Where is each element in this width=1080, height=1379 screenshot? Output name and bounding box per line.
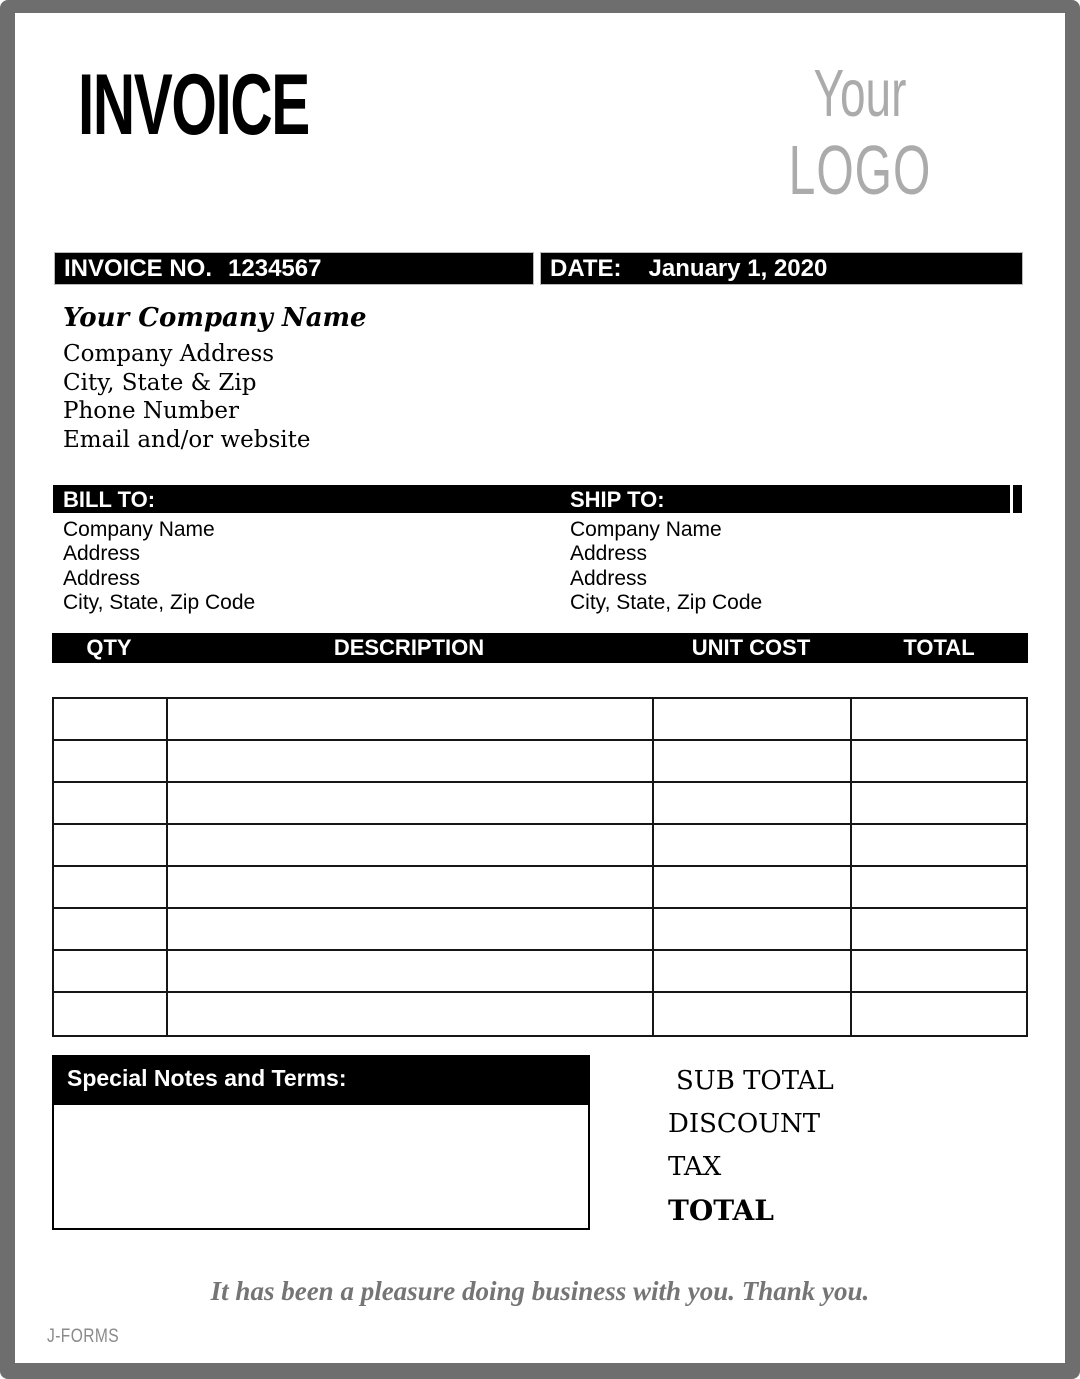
thank-you-message: It has been a pleasure doing business with you. Thank you. [210, 1276, 870, 1306]
item-qty-cell[interactable] [54, 783, 168, 823]
date-value[interactable]: January 1, 2020 [648, 254, 828, 282]
invoice-number-label: INVOICE NO. [64, 254, 213, 282]
item-total-cell[interactable] [852, 867, 1026, 907]
item-unit-cost-cell[interactable] [654, 951, 852, 991]
invoice-date-bar [541, 253, 1022, 284]
ship-to-company[interactable]: Company Name [570, 518, 722, 541]
bill-to-block [63, 518, 255, 615]
item-description-cell[interactable] [168, 825, 654, 865]
invoice-number-value[interactable]: 1234567 [228, 254, 322, 282]
logo-line-1: Your [813, 55, 907, 131]
item-total-cell[interactable] [852, 951, 1026, 991]
company-phone[interactable]: Phone Number [63, 398, 239, 424]
total-column-header: TOTAL [903, 635, 975, 660]
brand-watermark: J-FORMS [47, 1326, 120, 1347]
item-row [54, 993, 1026, 1035]
item-total-cell[interactable] [852, 909, 1026, 949]
item-description-cell[interactable] [168, 699, 654, 739]
item-description-cell[interactable] [168, 741, 654, 781]
item-description-cell[interactable] [168, 867, 654, 907]
bill-to-city-state-zip[interactable]: City, State, Zip Code [63, 590, 256, 614]
bill-ship-header-bar [53, 485, 1022, 513]
item-qty-cell[interactable] [54, 951, 168, 991]
item-description-cell[interactable] [168, 951, 654, 991]
item-unit-cost-cell[interactable] [654, 825, 852, 865]
item-description-cell[interactable] [168, 993, 654, 1035]
item-unit-cost-cell[interactable] [654, 741, 852, 781]
invoice-number-bar [55, 253, 533, 284]
item-qty-cell[interactable] [54, 909, 168, 949]
special-notes-header: Special Notes and Terms: [54, 1057, 588, 1105]
logo-line-2: LOGO [788, 133, 932, 210]
unit-cost-column-header: UNIT COST [691, 635, 811, 660]
item-total-cell[interactable] [852, 783, 1026, 823]
ship-to-header: SHIP TO: [570, 487, 665, 512]
tax-label: TAX [668, 1152, 722, 1182]
item-row [54, 783, 1026, 825]
item-qty-cell[interactable] [54, 741, 168, 781]
company-address[interactable]: Company Address [63, 341, 275, 367]
item-unit-cost-cell[interactable] [654, 699, 852, 739]
item-unit-cost-cell[interactable] [654, 993, 852, 1035]
item-unit-cost-cell[interactable] [654, 909, 852, 949]
item-unit-cost-cell[interactable] [654, 783, 852, 823]
bill-to-company[interactable]: Company Name [63, 518, 215, 541]
company-name[interactable]: Your Company Name [63, 303, 367, 333]
item-total-cell[interactable] [852, 741, 1026, 781]
ship-to-block [570, 518, 762, 615]
item-row [54, 951, 1026, 993]
qty-column-header: QTY [86, 635, 132, 660]
items-table-body [52, 697, 1028, 1037]
description-column-header: DESCRIPTION [333, 635, 485, 660]
item-description-cell[interactable] [168, 783, 654, 823]
company-email-website[interactable]: Email and/or website [63, 426, 311, 453]
special-notes-content[interactable] [54, 1105, 588, 1228]
item-qty-cell[interactable] [54, 867, 168, 907]
company-info-block [63, 303, 367, 454]
item-qty-cell[interactable] [54, 699, 168, 739]
item-total-cell[interactable] [852, 993, 1026, 1035]
item-total-cell[interactable] [852, 699, 1026, 739]
grand-total-label: TOTAL [668, 1194, 774, 1227]
bill-to-address-2[interactable]: Address [63, 566, 141, 590]
item-row [54, 867, 1026, 909]
date-label: DATE: [550, 254, 622, 282]
discount-label: DISCOUNT [668, 1109, 821, 1139]
invoice-title: INVOICE [78, 57, 309, 153]
bill-to-header: BILL TO: [63, 487, 156, 512]
item-row [54, 699, 1026, 741]
item-description-cell[interactable] [168, 909, 654, 949]
item-qty-cell[interactable] [54, 825, 168, 865]
item-unit-cost-cell[interactable] [654, 867, 852, 907]
ship-to-address-2[interactable]: Address [570, 566, 648, 590]
ship-to-city-state-zip[interactable]: City, State, Zip Code [570, 590, 763, 614]
item-total-cell[interactable] [852, 825, 1026, 865]
item-row [54, 741, 1026, 783]
bill-to-address-1[interactable]: Address [63, 542, 141, 566]
subtotal-label: SUB TOTAL [676, 1066, 834, 1096]
item-qty-cell[interactable] [54, 993, 168, 1035]
items-table-header [52, 633, 1028, 663]
item-row [54, 909, 1026, 951]
item-row [54, 825, 1026, 867]
logo-placeholder [758, 55, 962, 212]
special-notes-box [52, 1055, 590, 1230]
company-city-state-zip[interactable]: City, State & Zip [63, 369, 257, 396]
ship-to-address-1[interactable]: Address [570, 542, 648, 566]
